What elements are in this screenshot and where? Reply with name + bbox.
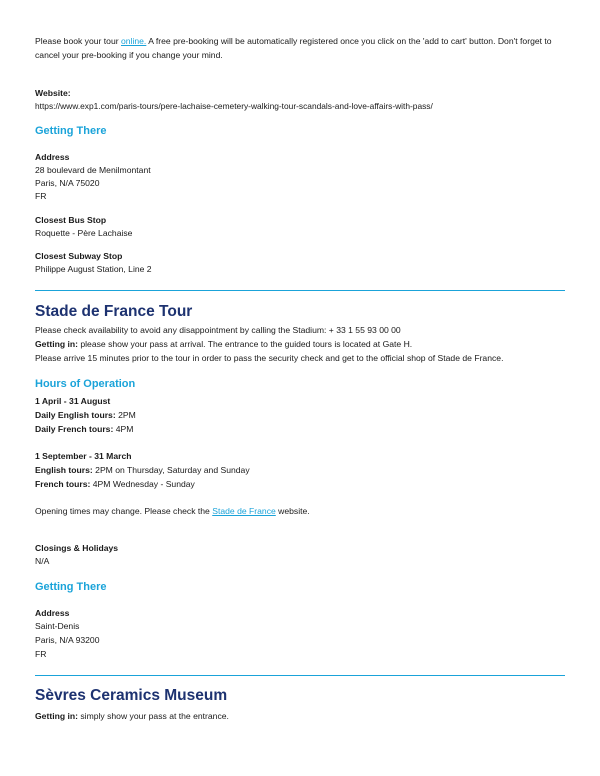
hours-period-1: 1 April - 31 August	[35, 396, 111, 406]
booking-text-pre: Please book your tour	[35, 36, 121, 46]
french-tours-value: 4PM	[113, 424, 134, 434]
stade-de-france-link[interactable]: Stade de France	[212, 506, 276, 516]
english-tours-label: Daily English tours:	[35, 410, 116, 420]
note-text-post: website.	[275, 506, 310, 516]
address-line-1: 28 boulevard de Menilmontant	[35, 165, 151, 175]
bus-stop-label: Closest Bus Stop	[35, 215, 107, 225]
online-booking-link[interactable]: online.	[121, 36, 147, 46]
getting-there-heading: Getting There	[35, 125, 107, 137]
stade-arrival-text: Please arrive 15 minutes prior to the tour in order to pass the security check and get to the official shop of Stade de France.	[35, 353, 504, 363]
address-line-1: Saint-Denis	[35, 621, 80, 631]
booking-paragraph	[35, 35, 567, 62]
address-line-3: FR	[35, 649, 47, 659]
bus-stop-value: Roquette - Père Lachaise	[35, 228, 133, 238]
website-label: Website:	[35, 88, 71, 98]
getting-there-heading: Getting There	[35, 581, 107, 593]
address-label: Address	[35, 608, 70, 618]
note-text-pre: Opening times may change. Please check the	[35, 506, 213, 516]
address-label: Address	[35, 152, 70, 162]
booking-text-post: A free pre-booking will be automatically registered once you click on the 'add to cart' button. Don't forget to cancel your pre-booking if you change your mind.	[35, 36, 552, 60]
getting-in-label: Getting in:	[35, 711, 78, 721]
section-divider	[35, 675, 565, 676]
website-url: https://www.exp1.com/paris-tours/pere-lachaise-cemetery-walking-tour-scandals-and-love-affairs-with-pass/	[35, 101, 433, 111]
closings-value: N/A	[35, 556, 50, 566]
stade-getting-in	[35, 338, 567, 352]
sevres-title: Sèvres Ceramics Museum	[35, 687, 228, 704]
subway-stop-value: Philippe August Station, Line 2	[35, 264, 152, 274]
english-tours-value: 2PM on Thursday, Saturday and Sunday	[92, 465, 250, 475]
address-line-3: FR	[35, 191, 47, 201]
section-divider	[35, 290, 565, 291]
address-line-2: Paris, N/A 75020	[35, 178, 100, 188]
hours-period-2: 1 September - 31 March	[35, 451, 132, 461]
hours-french-1	[35, 423, 567, 437]
english-tours-value: 2PM	[115, 410, 136, 420]
getting-in-text: please show your pass at arrival. The entrance to the guided tours is located at Gate H.	[77, 339, 413, 349]
english-tours-label: English tours:	[35, 465, 93, 475]
french-tours-label: Daily French tours:	[35, 424, 114, 434]
sevres-getting-in	[35, 710, 567, 724]
getting-in-text: simply show your pass at the entrance.	[77, 711, 229, 721]
stade-title: Stade de France Tour	[35, 303, 193, 320]
hours-english-2	[35, 464, 567, 478]
address-line-2: Paris, N/A 93200	[35, 635, 100, 645]
opening-times-note	[35, 505, 567, 519]
stade-availability-text: Please check availability to avoid any disappointment by calling the Stadium: + 33 1 55 93 00 00	[35, 325, 401, 335]
subway-stop-label: Closest Subway Stop	[35, 251, 123, 261]
closings-label: Closings & Holidays	[35, 543, 119, 553]
french-tours-label: French tours:	[35, 479, 91, 489]
hours-french-2	[35, 478, 567, 492]
hours-english-1	[35, 409, 567, 423]
getting-in-label: Getting in:	[35, 339, 78, 349]
hours-heading: Hours of Operation	[35, 378, 136, 390]
french-tours-value: 4PM Wednesday - Sunday	[90, 479, 195, 489]
